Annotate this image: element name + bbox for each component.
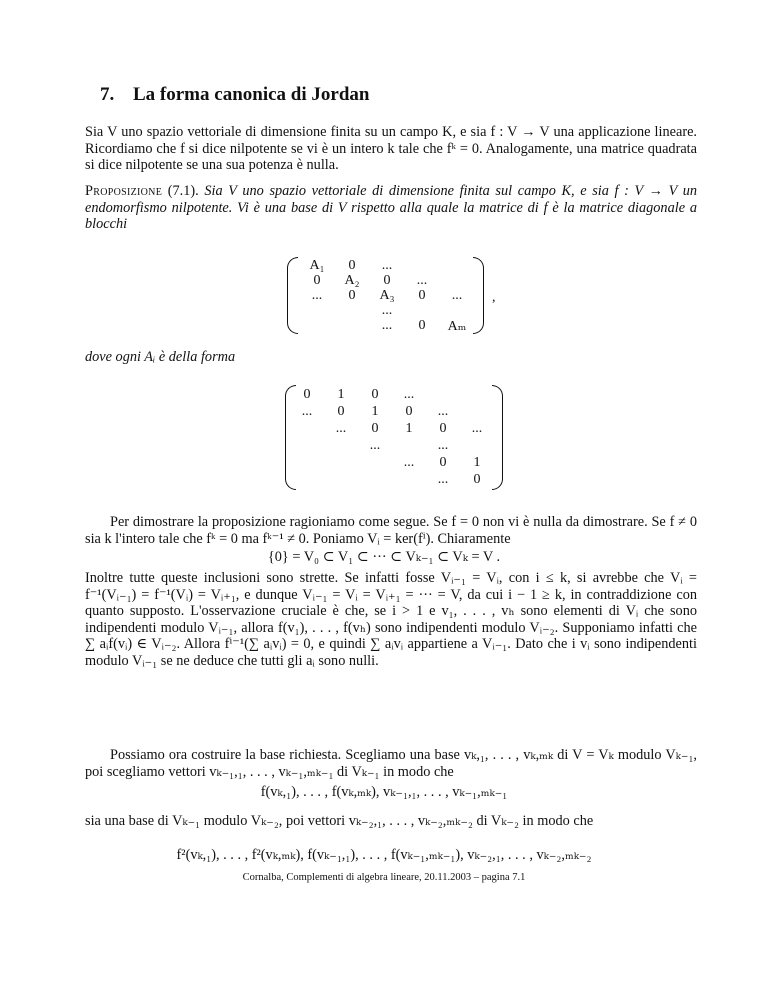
matrix-cell: 0 [337,404,345,419]
matrix-cell: ... [311,288,323,303]
matrix-cell: ... [437,438,449,453]
paragraph-1: Per dimostrare la proposizione ragioniamo come segue. Se f = 0 non vi è nulla da dimostrare. Se f ≠ 0 sia k l'intero tale che fᵏ = 0 ma fᵏ⁻¹ ≠ 0. Poniamo Vᵢ = ker(fⁱ). Chiaramente [85,514,697,547]
intro-paragraph: Sia V uno spazio vettoriale di dimensione finita su un campo K, e sia f : V → V una applicazione lineare. Ricordiamo che f si dice nilpotente se vi è un intero k tale che fᵏ = 0. Analogamente, una matrice quadrata si dice nilpotente se una sua potenza è nulla. [85,124,697,174]
page-footer: Cornalba, Complementi di algebra lineare, 20.11.2003 – pagina 7.1 [242,872,526,883]
matrix-cell: 0 [418,288,426,303]
matrix-cell: ... [471,421,483,436]
matrix-cell: 0 [473,472,481,487]
matrix-cell: ... [381,258,393,273]
proposition-ref: (7.1). [167,183,199,199]
basis-list-2: f²(vₖ,₁), . . . , f²(vₖ,ₘₖ), f(vₖ₋₁,₁), . . . , f(vₖ₋₁,ₘₖ₋₁), vₖ₋₂,₁, . . . , vₖ₋₂,ₘₖ₋₂ [176,847,592,863]
proposition-label: Proposizione [85,183,163,199]
matrix-cell: ... [369,438,381,453]
matrix-cell: ... [451,288,463,303]
paragraph-3: Possiamo ora costruire la base richiesta. Scegliamo una base vₖ,₁, . . . , vₖ,ₘₖ di V = Vₖ modulo Vₖ₋₁, poi scegliamo vettori vₖ₋₁,₁, . . . , vₖ₋₁,ₘₖ₋₁ di Vₖ₋₁ in modo che [85,747,697,780]
matrix-cell: 0 [371,421,379,436]
matrix-cell: 1 [473,455,481,470]
matrix-cell: 0 [313,273,321,288]
matrix-cell: ... [403,455,415,470]
matrix-cell: 1 [371,404,379,419]
dove-line: dove ogni Aᵢ è della forma [85,349,236,365]
matrix-cell: 0 [348,258,356,273]
matrix-cell: 0 [303,387,311,402]
matrix-cell: ... [335,421,347,436]
matrix-cell: ... [437,404,449,419]
matrix-cell: ... [381,318,393,333]
matrix-cell: 0 [348,288,356,303]
paragraph-4: sia una base di Vₖ₋₁ modulo Vₖ₋₂, poi vettori vₖ₋₂,₁, . . . , vₖ₋₂,ₘₖ₋₂ di Vₖ₋₂ in modo che [85,813,594,829]
section-heading [100,84,369,106]
matrix-cell: 1 [337,387,345,402]
matrix-cell: 0 [418,318,426,333]
jordan-block-matrix [285,385,503,490]
matrix-cell: 1 [405,421,413,436]
matrix-cell: ... [381,303,393,318]
paragraph-2: Inoltre tutte queste inclusioni sono strette. Se infatti fosse Vᵢ₋₁ = Vᵢ, con i ≤ k, si avrebbe che Vᵢ = f⁻¹(Vᵢ₋₁) = f⁻¹(Vᵢ) = Vᵢ₊₁, e dunque Vᵢ₋₁ = Vᵢ = Vᵢ₊₁ = ··· = V, da cui i − 1 ≥ k, in contraddizione con quanto supposto. L'osservazione cruciale è che, se i > 1 e v₁, . . . , vₕ sono elementi di Vᵢ che sono indipendenti modulo Vᵢ₋₁, allora f(v₁), . . . , f(vₕ) sono indipendenti modulo Vᵢ₋₂. Supponiamo infatti che ∑ aᵢf(vᵢ) ∈ Vᵢ₋₂. Allora fⁱ⁻¹(∑ aᵢvᵢ) = 0, e quindi ∑ aᵢvᵢ appartiene a Vᵢ₋₁. Dato che i vᵢ sono indipendenti modulo Vᵢ₋₁ se ne deduce che tutti gli aᵢ sono nulli. [85,570,697,669]
matrix-cell: 0 [383,273,391,288]
proposition [85,183,697,233]
matrix-cell: A₂ [344,273,360,288]
matrix-cell: ... [301,404,313,419]
proposition-statement: Sia V uno spazio vettoriale di dimensione finita sul campo K, e sia f : V → V un endomorfismo nilpotente. Vi è una base di V rispetto alla quale la matrice di f è la matrice diagonale a blocchi [85,183,697,233]
section-number: 7. [100,84,115,105]
matrix-cell: 0 [439,455,447,470]
matrix-cell: ... [403,387,415,402]
matrix-cell: A₁ [309,258,325,273]
block-diagonal-matrix [287,257,484,334]
inclusion-chain-equation: {0} = V₀ ⊂ V₁ ⊂ ··· ⊂ Vₖ₋₁ ⊂ Vₖ = V . [267,549,501,565]
matrix-cell: ... [416,273,428,288]
matrix-cell: 0 [371,387,379,402]
matrix-cell: ... [437,472,449,487]
matrix-cell: 0 [439,421,447,436]
matrix-cell: Aₘ [447,319,467,334]
matrix-cell: A₃ [379,288,395,303]
matrix-cell: 0 [405,404,413,419]
section-title: La forma canonica di Jordan [133,84,370,105]
matrix-trailing-comma: , [492,290,496,305]
basis-list-1: f(vₖ,₁), . . . , f(vₖ,ₘₖ), vₖ₋₁,₁, . . . , vₖ₋₁,ₘₖ₋₁ [260,784,508,800]
